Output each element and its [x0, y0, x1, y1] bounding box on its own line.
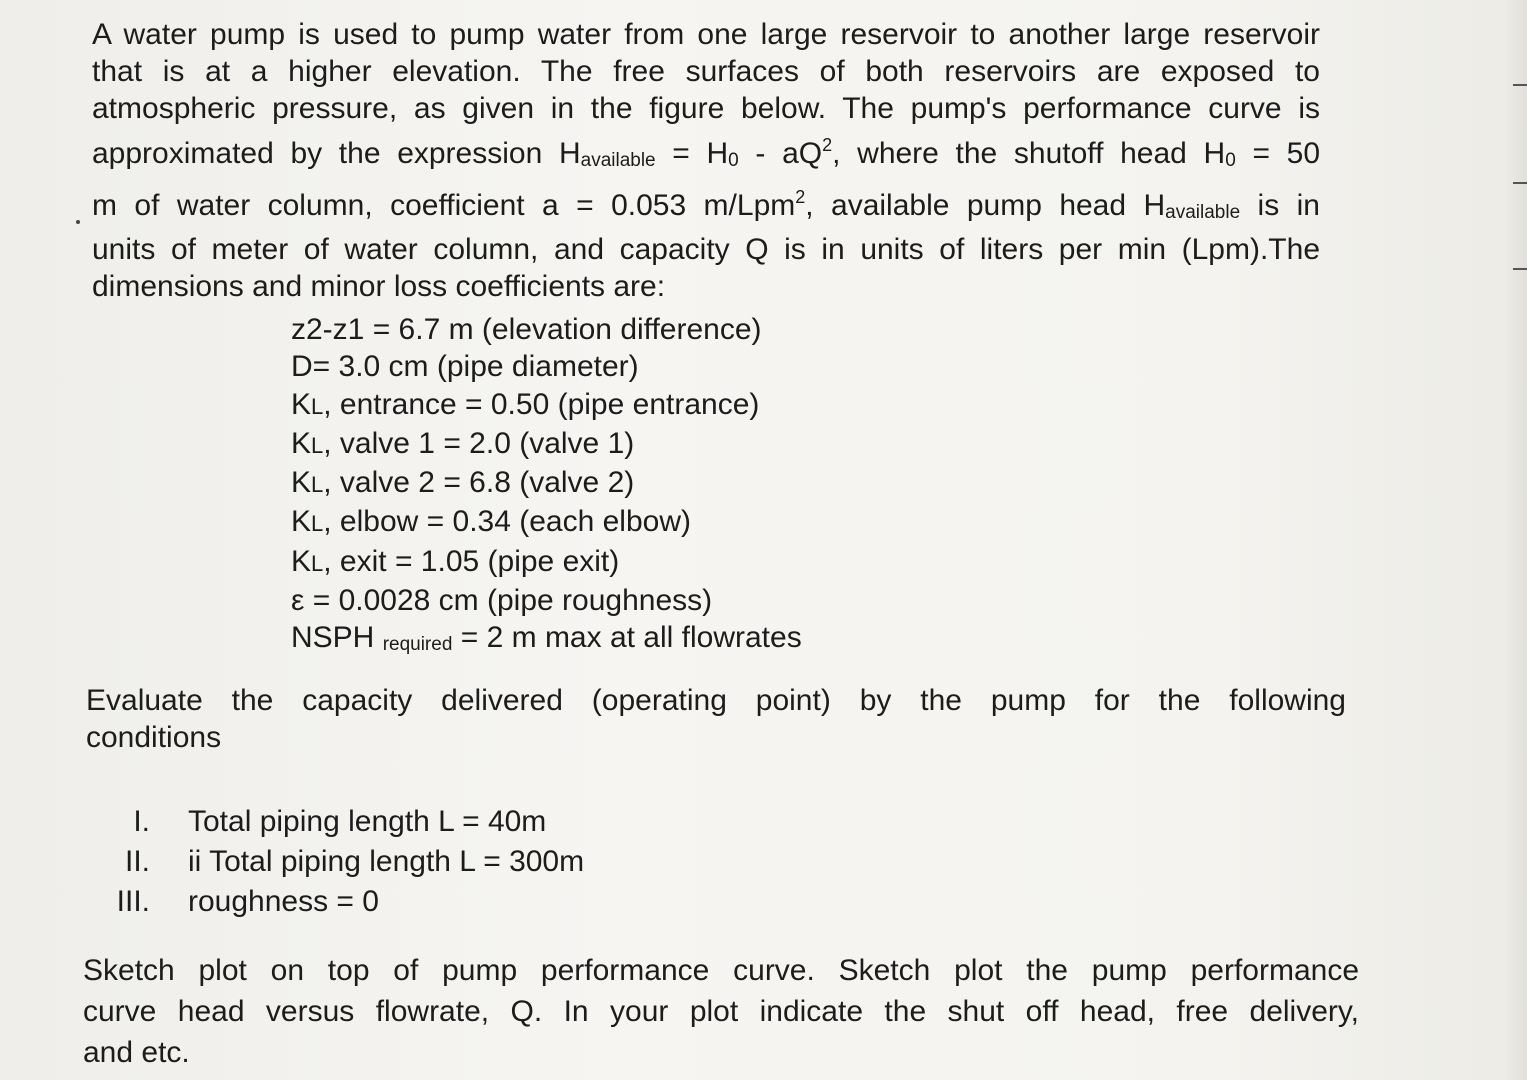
intro-line-coefficient: m of water column, coefficient a = 0.053 m/Lpm$^2$, available pump head Havailable is in	[92, 187, 1320, 223]
evaluate-line: conditions	[86, 721, 222, 754]
dimension-item: KL, exit = 1.05 (pipe exit)	[291, 544, 620, 578]
condition-number: III.	[116, 885, 150, 918]
intro-line: atmospheric pressure, as given in the figure below. The pump's performance curve is	[92, 92, 1320, 125]
problem-statement	[92, 16, 1320, 305]
stray-mark	[76, 220, 80, 224]
intro-line: dimensions and minor loss coefficients are:	[92, 270, 666, 303]
condition-item	[90, 842, 584, 882]
condition-text: roughness = 0	[188, 885, 379, 918]
page-edge-mark	[1513, 182, 1527, 184]
intro-line: A water pump is used to pump water from one large reservoir to another large reservoir	[92, 18, 1320, 51]
sketch-instruction	[83, 950, 1359, 1073]
dimension-item: KL, valve 2 = 6.8 (valve 2)	[291, 466, 635, 500]
condition-number: II.	[124, 845, 150, 878]
sketch-line: and etc.	[83, 1036, 190, 1069]
dimension-item: D= 3.0 cm (pipe diameter)	[291, 350, 639, 384]
dimensions-list	[291, 311, 802, 664]
evaluate-instruction	[86, 682, 1346, 756]
intro-line-formula: approximated by the expression Havailable = $H0 - aQ^2$, where the shutoff head H0 = 50	[92, 135, 1321, 171]
intro-line: that is at a higher elevation. The free surfaces of both reservoirs are exposed to	[92, 55, 1320, 88]
condition-text: Total piping length L = 40m	[188, 805, 547, 838]
dimension-item: KL, elbow = 0.34 (each elbow)	[291, 505, 691, 539]
page-edge-mark	[1513, 84, 1527, 86]
dimension-item: NSPH required = 2 m max at all flowrates	[291, 621, 802, 656]
sketch-line: curve head versus flowrate, Q. In your plot indicate the shut off head, free delivery,	[83, 995, 1359, 1028]
condition-number: I.	[133, 805, 150, 838]
dimension-item: z2-z1 = 6.7 m (elevation difference)	[291, 313, 762, 346]
page-edge-mark	[1513, 268, 1527, 270]
intro-line: units of meter of water column, and capacity Q is in units of liters per min (Lpm).The	[92, 233, 1320, 266]
condition-text: ii Total piping length L = 300m	[188, 845, 585, 878]
conditions-list	[90, 802, 584, 922]
dimension-item: KL, entrance = 0.50 (pipe entrance)	[291, 387, 760, 421]
sketch-line: Sketch plot on top of pump performance curve. Sketch plot the pump performance	[83, 954, 1359, 987]
condition-item	[90, 882, 584, 922]
condition-item	[90, 802, 584, 842]
page-edge-shadow	[1507, 0, 1527, 1080]
dimension-item: KL, valve 1 = 2.0 (valve 1)	[291, 426, 635, 460]
dimension-item: ε = 0.0028 cm (pipe roughness)	[291, 584, 713, 618]
evaluate-line: Evaluate the capacity delivered (operating point) by the pump for the following	[86, 684, 1346, 717]
